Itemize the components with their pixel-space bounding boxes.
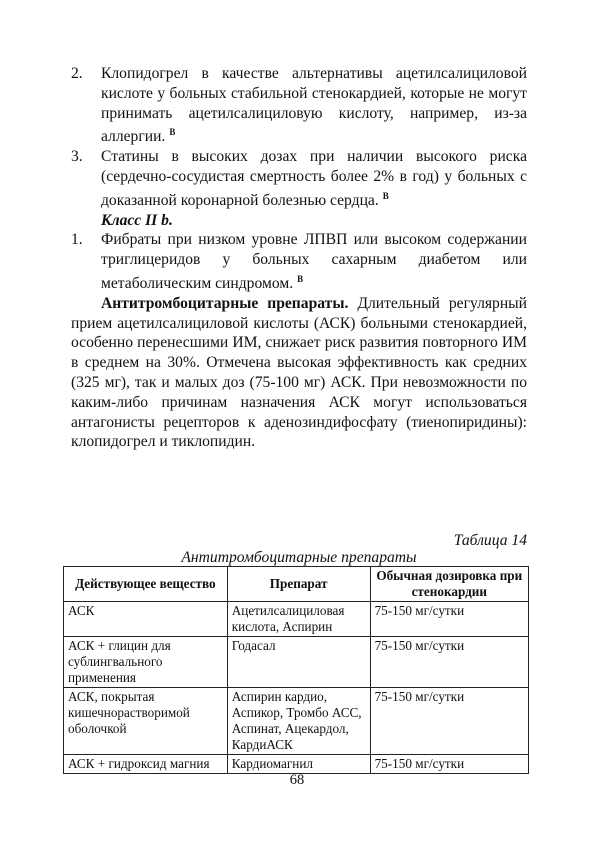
table-row [64, 755, 529, 774]
list-item [71, 64, 527, 147]
table-cell: 75-150 мг/сутки [370, 755, 528, 774]
list-item-text: Статины в высоких дозах при наличии высокого риска (сердечно-сосудистая смертность более 2% в год) у больных с доказанной коронарной болезнью сердца. [101, 148, 527, 209]
evidence-grade: В [382, 190, 389, 201]
table-row [64, 602, 529, 637]
list-item [71, 230, 527, 293]
list-item-number: 1. [71, 231, 83, 249]
page-number: 68 [289, 772, 305, 788]
body-paragraph [71, 294, 527, 452]
table-cell: АСК + гидроксид магния [64, 755, 228, 774]
table-header-cell: Препарат [227, 567, 370, 602]
evidence-grade: В [297, 273, 304, 284]
table-header-cell: Действующее вещество [64, 567, 228, 602]
class-heading: Класс II b. [101, 211, 173, 229]
table-label: Таблица 14 [453, 532, 527, 549]
table-cell: Годасал [227, 637, 370, 688]
drug-table [63, 566, 529, 774]
table-cell: АСК [64, 602, 228, 637]
list-item-number: 3. [71, 148, 83, 166]
paragraph-text: Длительный регулярный прием ацетилсалициловой кислоты (АСК) больными стенокардией, особенно перенесшими ИМ, снижает риск развития повторного ИМ в среднем на 30%. Отмечена высокая эффективность как средних (325 мг), так и малых доз (75-100 мг) АСК. При невозможности по каким-либо причинам назначения АСК могут использоваться антагонисты рецепторов к аденозиндифосфату (тиенопиридины): клопидогрел и тиклопидин. [71, 294, 527, 451]
table-cell: АСК + глицин для сублингвального применения [64, 637, 228, 688]
paragraph-lead: Антитромбоцитарные препараты. [101, 294, 349, 312]
list-item-text: Фибраты при низком уровне ЛПВП или высоком содержании триглицеридов у больных сахарным диабетом или метаболическим синдромом. [101, 231, 527, 292]
list-item-text: Клопидогрел в качестве альтернативы ацетилсалициловой кислоте у больных стабильной стенокардией, которые не могут принимать ацетилсалициловую кислоту, например, из-за аллергии. [101, 65, 527, 146]
table-cell: 75-150 мг/сутки [370, 688, 528, 755]
table-row [64, 688, 529, 755]
table-cell: Аспирин кардио, Аспикор, Тромбо АСС, Аспинат, Ацекардол, КардиАСК [227, 688, 370, 755]
table-cell: Ацетилсалициловая кислота, Аспирин [227, 602, 370, 637]
table-row [64, 637, 529, 688]
table-caption: Антитромбоцитарные препараты [181, 549, 417, 566]
table-cell: АСК, покрытая кишечнорастворимой оболочкой [64, 688, 228, 755]
list-item-number: 2. [71, 65, 83, 82]
evidence-grade: В [169, 127, 176, 138]
table-cell: 75-150 мг/сутки [370, 637, 528, 688]
table-header-row [64, 567, 529, 602]
page-body [71, 64, 527, 468]
list-item [71, 147, 527, 210]
table-cell: 75-150 мг/сутки [370, 602, 528, 637]
table-header-cell: Обычная дозировка при стенокардии [370, 567, 528, 602]
table-cell: Кардиомагнил [227, 755, 370, 774]
